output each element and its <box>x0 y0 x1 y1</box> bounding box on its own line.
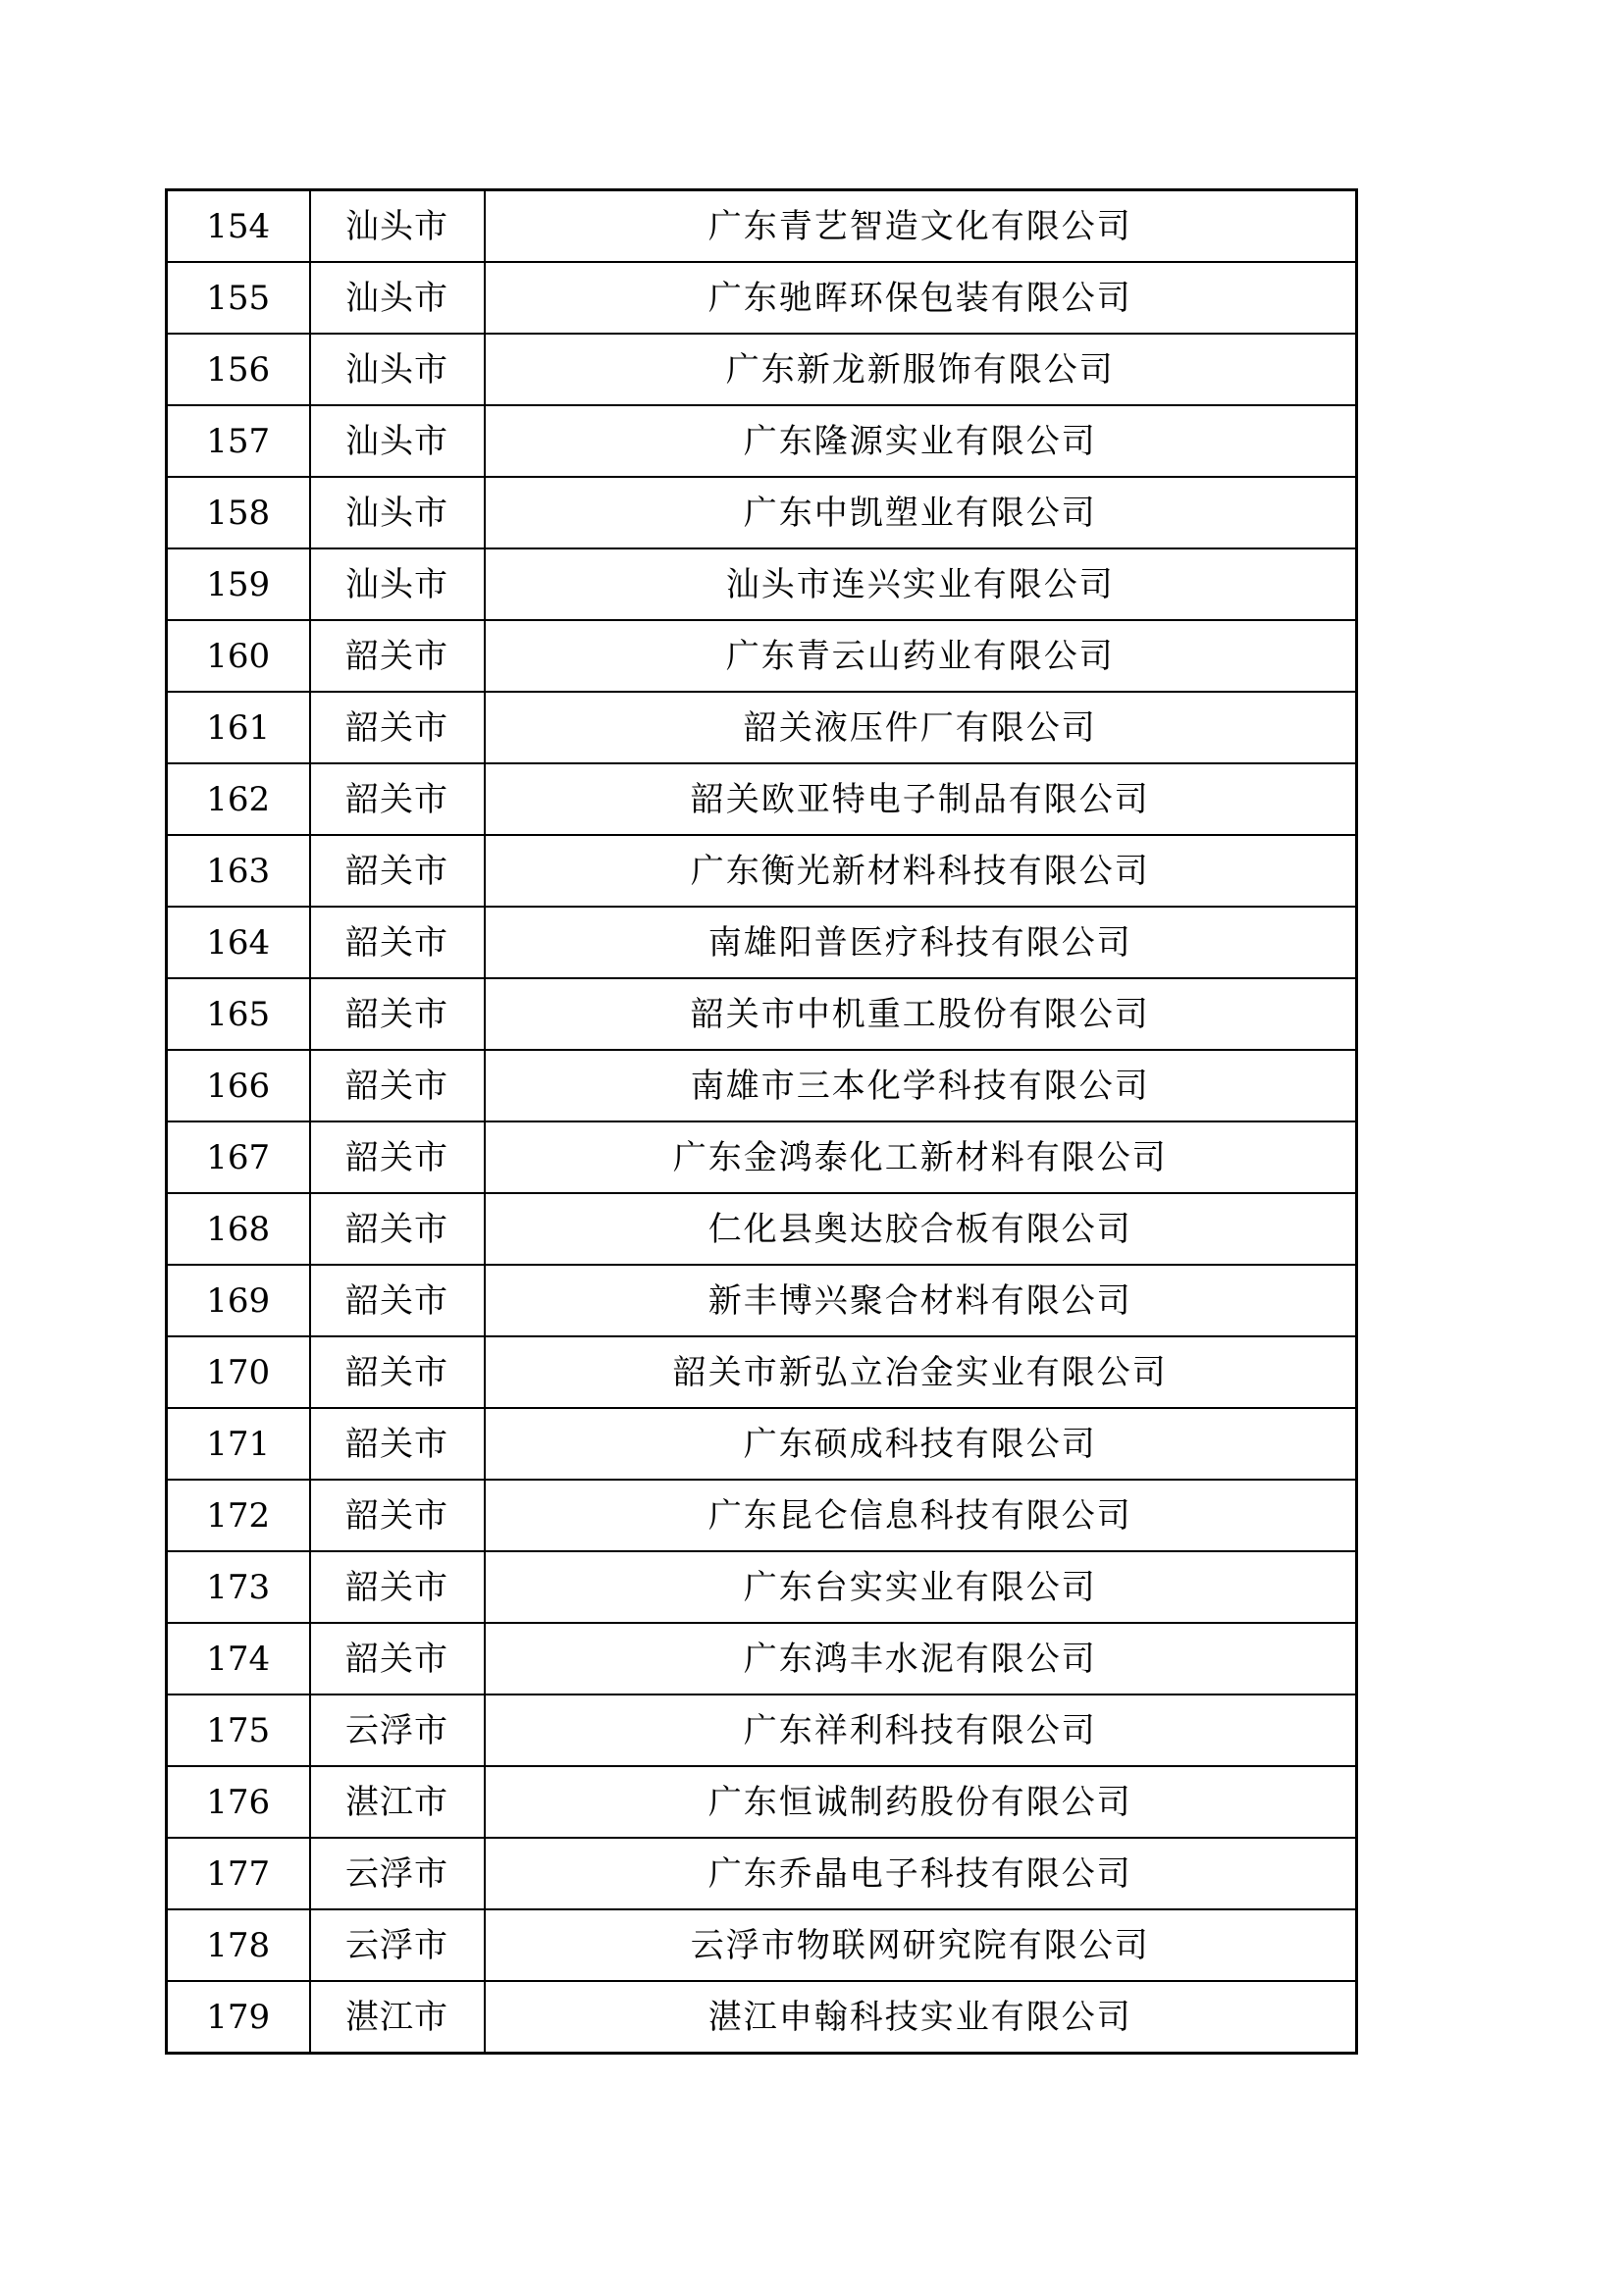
table-row <box>167 1766 1357 1838</box>
table-row <box>167 978 1357 1050</box>
city-cell: 云浮市 <box>310 1694 485 1766</box>
table-row <box>167 1838 1357 1909</box>
company-name-cell: 广东隆源实业有限公司 <box>485 405 1357 477</box>
company-list-table <box>165 188 1358 2055</box>
row-number-cell: 156 <box>167 334 310 405</box>
city-cell: 韶关市 <box>310 1480 485 1551</box>
company-name-cell: 广东青云山药业有限公司 <box>485 620 1357 692</box>
row-number-cell: 163 <box>167 835 310 907</box>
city-cell: 湛江市 <box>310 1981 485 2054</box>
company-name-cell: 湛江申翰科技实业有限公司 <box>485 1981 1357 2054</box>
company-name-cell: 仁化县奥达胶合板有限公司 <box>485 1193 1357 1265</box>
city-cell: 湛江市 <box>310 1766 485 1838</box>
city-cell: 云浮市 <box>310 1909 485 1981</box>
company-name-cell: 云浮市物联网研究院有限公司 <box>485 1909 1357 1981</box>
row-number-cell: 158 <box>167 477 310 548</box>
row-number-cell: 177 <box>167 1838 310 1909</box>
city-cell: 韶关市 <box>310 1551 485 1623</box>
table-row <box>167 835 1357 907</box>
city-cell: 汕头市 <box>310 548 485 620</box>
row-number-cell: 165 <box>167 978 310 1050</box>
table-row <box>167 1193 1357 1265</box>
company-name-cell: 广东中凯塑业有限公司 <box>485 477 1357 548</box>
table-row <box>167 692 1357 763</box>
company-name-cell: 汕头市连兴实业有限公司 <box>485 548 1357 620</box>
table-row <box>167 1050 1357 1121</box>
row-number-cell: 178 <box>167 1909 310 1981</box>
company-name-cell: 广东青艺智造文化有限公司 <box>485 190 1357 263</box>
company-name-cell: 韶关液压件厂有限公司 <box>485 692 1357 763</box>
company-name-cell: 新丰博兴聚合材料有限公司 <box>485 1265 1357 1336</box>
row-number-cell: 176 <box>167 1766 310 1838</box>
row-number-cell: 179 <box>167 1981 310 2054</box>
table-row <box>167 1551 1357 1623</box>
company-list-body <box>167 190 1357 2054</box>
city-cell: 韶关市 <box>310 1336 485 1408</box>
company-name-cell: 广东硕成科技有限公司 <box>485 1408 1357 1480</box>
city-cell: 汕头市 <box>310 477 485 548</box>
city-cell: 韶关市 <box>310 907 485 978</box>
row-number-cell: 159 <box>167 548 310 620</box>
city-cell: 韶关市 <box>310 835 485 907</box>
row-number-cell: 161 <box>167 692 310 763</box>
table-row <box>167 334 1357 405</box>
city-cell: 韶关市 <box>310 620 485 692</box>
company-name-cell: 广东恒诚制药股份有限公司 <box>485 1766 1357 1838</box>
company-name-cell: 南雄市三本化学科技有限公司 <box>485 1050 1357 1121</box>
row-number-cell: 157 <box>167 405 310 477</box>
table-row <box>167 1121 1357 1193</box>
company-name-cell: 广东昆仑信息科技有限公司 <box>485 1480 1357 1551</box>
city-cell: 韶关市 <box>310 1408 485 1480</box>
city-cell: 汕头市 <box>310 190 485 263</box>
row-number-cell: 174 <box>167 1623 310 1694</box>
row-number-cell: 155 <box>167 262 310 334</box>
city-cell: 韶关市 <box>310 1121 485 1193</box>
row-number-cell: 162 <box>167 763 310 835</box>
city-cell: 韶关市 <box>310 1193 485 1265</box>
row-number-cell: 172 <box>167 1480 310 1551</box>
table-row <box>167 620 1357 692</box>
city-cell: 韶关市 <box>310 978 485 1050</box>
row-number-cell: 166 <box>167 1050 310 1121</box>
row-number-cell: 154 <box>167 190 310 263</box>
table-row <box>167 190 1357 263</box>
company-name-cell: 南雄阳普医疗科技有限公司 <box>485 907 1357 978</box>
row-number-cell: 173 <box>167 1551 310 1623</box>
city-cell: 云浮市 <box>310 1838 485 1909</box>
table-row <box>167 262 1357 334</box>
table-row <box>167 1694 1357 1766</box>
row-number-cell: 170 <box>167 1336 310 1408</box>
city-cell: 韶关市 <box>310 1623 485 1694</box>
city-cell: 汕头市 <box>310 262 485 334</box>
table-row <box>167 1623 1357 1694</box>
table-row <box>167 907 1357 978</box>
company-name-cell: 广东驰晖环保包装有限公司 <box>485 262 1357 334</box>
company-name-cell: 广东金鸿泰化工新材料有限公司 <box>485 1121 1357 1193</box>
table-row <box>167 1336 1357 1408</box>
table-row <box>167 548 1357 620</box>
company-name-cell: 广东鸿丰水泥有限公司 <box>485 1623 1357 1694</box>
table-row <box>167 1408 1357 1480</box>
company-name-cell: 韶关欧亚特电子制品有限公司 <box>485 763 1357 835</box>
table-row <box>167 763 1357 835</box>
table-row <box>167 405 1357 477</box>
table-row <box>167 1981 1357 2054</box>
city-cell: 汕头市 <box>310 405 485 477</box>
city-cell: 韶关市 <box>310 692 485 763</box>
row-number-cell: 160 <box>167 620 310 692</box>
row-number-cell: 164 <box>167 907 310 978</box>
company-name-cell: 广东衡光新材料科技有限公司 <box>485 835 1357 907</box>
company-name-cell: 广东台实实业有限公司 <box>485 1551 1357 1623</box>
city-cell: 韶关市 <box>310 763 485 835</box>
city-cell: 韶关市 <box>310 1050 485 1121</box>
city-cell: 韶关市 <box>310 1265 485 1336</box>
table-row <box>167 1909 1357 1981</box>
table-row <box>167 1265 1357 1336</box>
company-name-cell: 广东乔晶电子科技有限公司 <box>485 1838 1357 1909</box>
company-name-cell: 广东新龙新服饰有限公司 <box>485 334 1357 405</box>
row-number-cell: 175 <box>167 1694 310 1766</box>
row-number-cell: 167 <box>167 1121 310 1193</box>
city-cell: 汕头市 <box>310 334 485 405</box>
table-row <box>167 1480 1357 1551</box>
company-name-cell: 韶关市新弘立冶金实业有限公司 <box>485 1336 1357 1408</box>
company-name-cell: 广东祥利科技有限公司 <box>485 1694 1357 1766</box>
row-number-cell: 168 <box>167 1193 310 1265</box>
row-number-cell: 169 <box>167 1265 310 1336</box>
table-row <box>167 477 1357 548</box>
row-number-cell: 171 <box>167 1408 310 1480</box>
company-name-cell: 韶关市中机重工股份有限公司 <box>485 978 1357 1050</box>
